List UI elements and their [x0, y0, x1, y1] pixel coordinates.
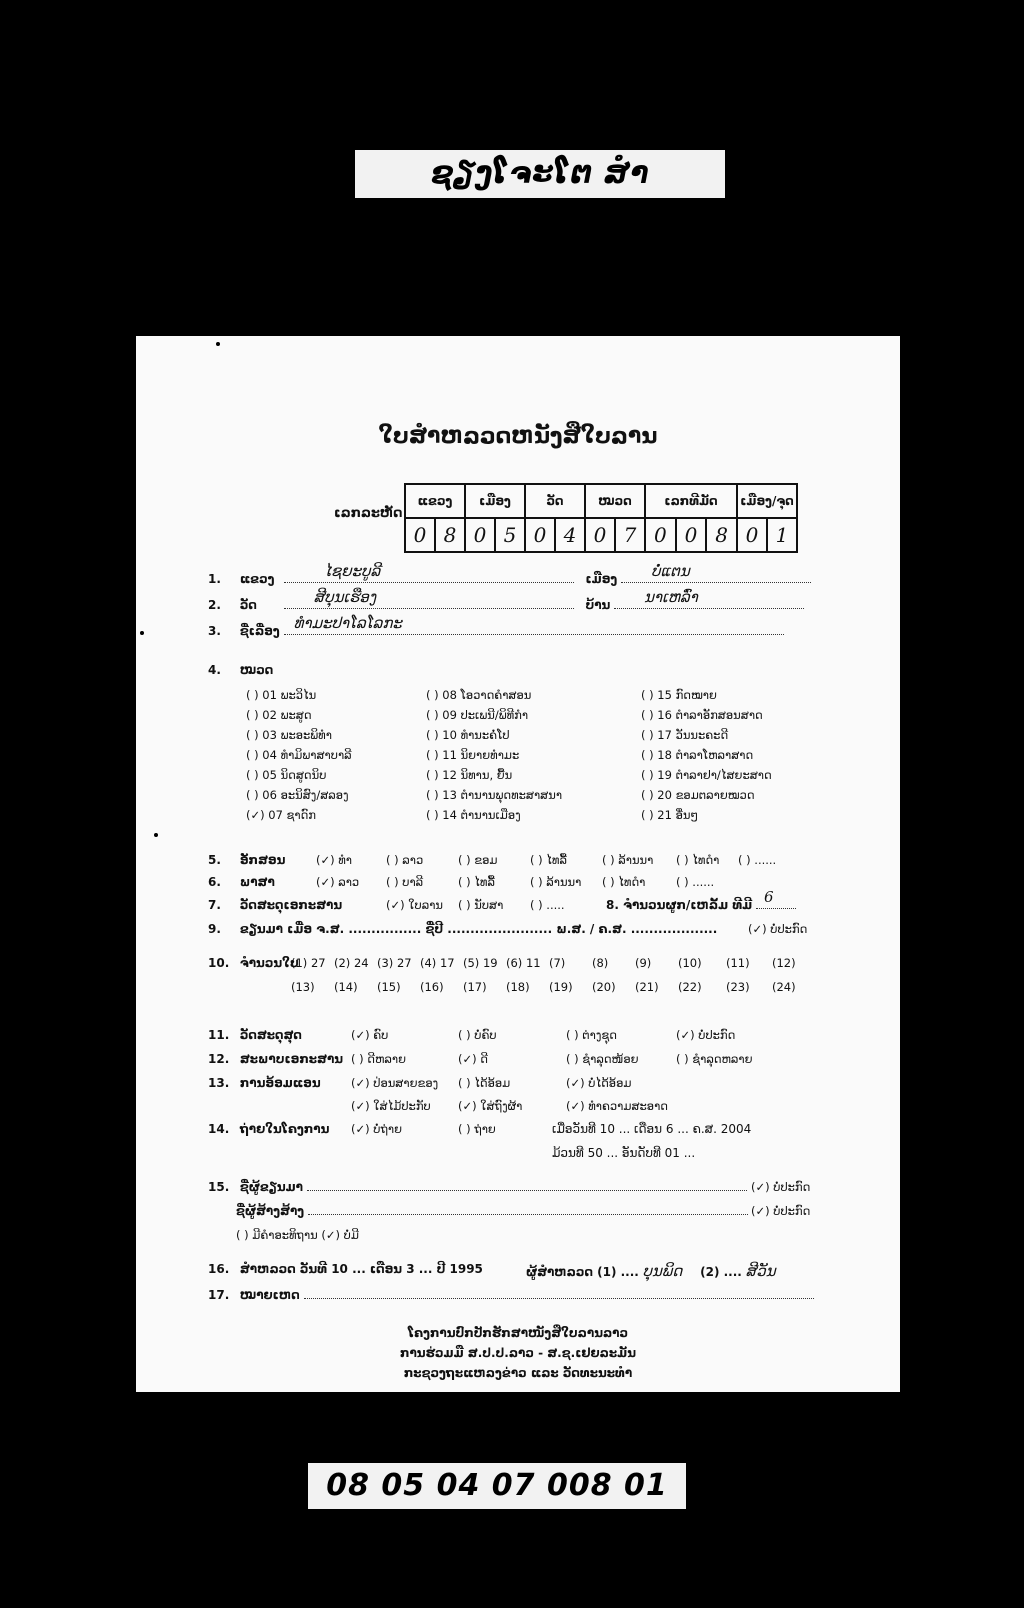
- leaf-count-cell: (7): [549, 956, 566, 970]
- district-label: ເມືອງ: [585, 572, 618, 586]
- field-number: 11.: [208, 1028, 230, 1042]
- footer-strip: 08 05 04 07 008 01: [308, 1463, 686, 1509]
- completeness-option[interactable]: ( ) ບໍ່ຄົບ: [458, 1028, 497, 1042]
- remarks-row: [208, 1288, 814, 1302]
- district-value: ບໍ່ແຕນ: [651, 562, 690, 580]
- field-number: 15.: [208, 1180, 230, 1194]
- code-digit: 0: [465, 518, 495, 552]
- category-option[interactable]: ( ) 11 ນິຍາຍທໍາມະ: [426, 748, 520, 762]
- microfilm-option[interactable]: ( ) ຖ່າຍ: [458, 1122, 496, 1136]
- category-option[interactable]: ( ) 08 ໂອວາດຄໍາສອນ: [426, 688, 532, 702]
- province-label: ແຂວງ: [239, 572, 275, 586]
- condition-heading: [208, 1052, 343, 1066]
- script-option[interactable]: ( ) ໄທດໍາ: [676, 853, 720, 867]
- preservation-option[interactable]: (✓) ໃສ່ຖົງຜ້າ: [458, 1099, 523, 1113]
- code-digit: 4: [555, 518, 585, 552]
- language-option[interactable]: ( ) ໄທດໍາ: [602, 875, 646, 889]
- category-option[interactable]: ( ) 03 ພະອະພິທໍາ: [246, 728, 332, 742]
- code-header: ເມືອງ: [465, 484, 525, 518]
- field-province-row: [208, 562, 811, 586]
- code-digit: 0: [645, 518, 676, 552]
- category-option[interactable]: ( ) 14 ຕໍານານເມືອງ: [426, 808, 521, 822]
- field-title-row: [208, 614, 784, 638]
- material-option[interactable]: (✓) ໃບລານ: [386, 898, 443, 912]
- survey-date-label: ສໍາຫລວດ ວັນທີ 10 ... ເດືອນ 3 ... ປີ 1995: [239, 1262, 483, 1276]
- completeness-label: ວັດສະດຸສຸດ: [239, 1028, 302, 1042]
- field-number: 14.: [208, 1122, 230, 1136]
- preservation-heading: [208, 1076, 321, 1090]
- microfilm-option[interactable]: (✓) ບໍ່ຖ່າຍ: [351, 1122, 402, 1136]
- language-option[interactable]: (✓) ລາວ: [316, 875, 360, 889]
- preservation-option[interactable]: (✓) ທໍາຄວາມສະອາດ: [566, 1099, 668, 1113]
- leaf-count-cell: (18): [506, 980, 530, 994]
- material-label: ວັດສະດຸເອກະສານ: [239, 898, 343, 912]
- scribe-row: [208, 1180, 747, 1194]
- leaf-count-cell: (21): [635, 980, 659, 994]
- category-option[interactable]: ( ) 16 ຕໍາລາອັກສອນສາດ: [641, 708, 763, 722]
- temple-value: ສີບຸນເຮືອງ: [313, 588, 377, 606]
- leaf-count-cell: (11): [726, 956, 750, 970]
- code-digit: 7: [615, 518, 645, 552]
- leaf-count-cell: (22): [678, 980, 702, 994]
- leaf-count-cell: (23): [726, 980, 750, 994]
- sponsor-label: ຊື່ຜູ້ສ້າງສ້າງ: [236, 1204, 305, 1218]
- field-number: 17.: [208, 1288, 230, 1302]
- category-option[interactable]: ( ) 06 ອະນິສົງ/ສລອງ: [246, 788, 349, 802]
- survey-date-row: [208, 1262, 483, 1276]
- microfilm-label: ຖ່າຍໃນໂຄງການ: [239, 1122, 330, 1136]
- field-temple-row: [208, 588, 804, 612]
- leaf-count-cell: (9): [635, 956, 652, 970]
- completeness-option[interactable]: (✓) ບໍ່ປະກົດ: [676, 1028, 736, 1042]
- speck: [140, 631, 144, 635]
- category-heading: [208, 663, 273, 677]
- category-option[interactable]: ( ) 09 ປະເພນີ/ພິທີກໍາ: [426, 708, 529, 722]
- surveyor-label: ຜູ້ສໍາຫລວດ (1) ....: [526, 1265, 639, 1279]
- leaf-count-cell: (1) 27: [291, 956, 326, 970]
- language-option[interactable]: ( ) ໄທລື້: [458, 875, 495, 889]
- leaf-count-cell: (5) 19: [463, 956, 498, 970]
- language-option[interactable]: ( ) ......: [676, 875, 715, 889]
- footer-line: ໂຄງການປົກປັກຮັກສາໜັງສືໃບລານລາວ: [407, 1326, 629, 1340]
- leaf-count-cell: (13): [291, 980, 315, 994]
- surveyor-2: ສີວັນ: [745, 1262, 776, 1280]
- script-label: ອັກສອນ: [239, 853, 286, 867]
- field-number: 10.: [208, 956, 230, 970]
- village-value: ນາເຫລົ່າ: [644, 588, 698, 606]
- code-header: ວັດ: [525, 484, 585, 518]
- category-option[interactable]: ( ) 04 ທໍາມິພາສາບາລີ: [246, 748, 352, 762]
- completeness-option[interactable]: (✓) ຄົບ: [351, 1028, 389, 1042]
- manuscript-title-value: ທໍາມະປາໂລໂລກະ: [293, 614, 402, 632]
- code-digit: 5: [495, 518, 525, 552]
- script-option[interactable]: ( ) ລ້ານນາ: [602, 853, 654, 867]
- category-option[interactable]: (✓) 07 ຊາດົກ: [246, 808, 317, 822]
- code-digit: 0: [676, 518, 707, 552]
- surveyor-row: [526, 1262, 776, 1280]
- language-heading: [208, 875, 275, 889]
- field-number: 4.: [208, 663, 221, 677]
- leaf-count-heading: [208, 956, 299, 970]
- leaf-count-cell: (10): [678, 956, 702, 970]
- speck: [216, 342, 220, 346]
- script-option[interactable]: ( ) ......: [738, 853, 777, 867]
- preservation-option[interactable]: ( ) ໄດ້ອ້ອມ: [458, 1076, 511, 1090]
- code-digit: 0: [585, 518, 615, 552]
- leaf-count-cell: (14): [334, 980, 358, 994]
- category-option[interactable]: ( ) 21 ອື່ນໆ: [641, 808, 699, 822]
- code-table: [404, 483, 798, 553]
- code-digit: 0: [525, 518, 555, 552]
- leaf-count-cell: (4) 17: [420, 956, 455, 970]
- sponsor-unknown[interactable]: (✓) ບໍ່ປະກົດ: [751, 1204, 811, 1218]
- completeness-heading: [208, 1028, 302, 1042]
- survey-form-sheet: [136, 336, 900, 1392]
- bundle-count-row: [606, 888, 796, 912]
- remarks-label: ໝາຍເຫດ: [239, 1288, 300, 1302]
- leaf-count-cell: (3) 27: [377, 956, 412, 970]
- code-label: ເລກລະຫັດ: [334, 506, 403, 521]
- condition-option[interactable]: ( ) ຊໍາລຸດໜ້ອຍ: [566, 1052, 639, 1066]
- sponsor-row: [236, 1204, 748, 1218]
- surveyor-1: ບຸນພິດ: [642, 1262, 683, 1280]
- field-number: 6.: [208, 875, 221, 889]
- scribe-unknown[interactable]: (✓) ບໍ່ປະກົດ: [751, 1180, 811, 1194]
- category-option[interactable]: ( ) 15 ກົດໝາຍ: [641, 688, 717, 702]
- material-option[interactable]: ( ) .....: [530, 898, 565, 912]
- field-number: 16.: [208, 1262, 230, 1276]
- leaf-count-cell: (12): [772, 956, 796, 970]
- category-option[interactable]: ( ) 20 ຂອມຕລາຍໝວດ: [641, 788, 755, 802]
- leaf-count-cell: (2) 24: [334, 956, 369, 970]
- script-option[interactable]: ( ) ໄທລື້: [530, 853, 567, 867]
- leaf-count-label: ຈໍານວນໃບ: [239, 956, 299, 970]
- microfilm-heading: [208, 1122, 329, 1136]
- code-header: ໝວດ: [585, 484, 645, 518]
- code-header: ເລກທີມັດ: [645, 484, 737, 518]
- leaf-count-cell: (15): [377, 980, 401, 994]
- preservation-option[interactable]: (✓) ປ່ອນສາຍຂອງ: [351, 1076, 439, 1090]
- category-option[interactable]: ( ) 18 ຕໍາລາໂຫລາສາດ: [641, 748, 754, 762]
- preservation-label: ການອ້ອມແອນ: [239, 1076, 321, 1090]
- temple-label: ວັດ: [239, 598, 257, 612]
- leaf-count-cell: (20): [592, 980, 616, 994]
- category-option[interactable]: ( ) 19 ຕໍາລາຢາ/ໄສຍະສາດ: [641, 768, 772, 782]
- condition-option[interactable]: ( ) ດີຫລາຍ: [351, 1052, 406, 1066]
- script-option[interactable]: ( ) ລາວ: [386, 853, 424, 867]
- form-title: ໃບສໍາຫລວດຫນັງສືໃບລານ: [378, 424, 658, 449]
- condition-label: ສະພາບເອກະສານ: [239, 1052, 344, 1066]
- province-value: ໄຊຍະບູລີ: [323, 562, 381, 580]
- scribe-label: ຊື່ຜູ້ຂຽນມາ: [239, 1180, 303, 1194]
- field-number: 5.: [208, 853, 221, 867]
- manuscript-title-label: ຊື່ເລື່ອງ: [239, 624, 280, 638]
- code-digit: 0: [737, 518, 767, 552]
- header-strip: ຊຽງໂຈະໂຕ ສໍາ: [355, 150, 725, 198]
- condition-option[interactable]: ( ) ຊໍາລຸດຫລາຍ: [676, 1052, 753, 1066]
- leaf-count-cell: (16): [420, 980, 444, 994]
- code-digit: 0: [405, 518, 435, 552]
- field-number: 2.: [208, 598, 221, 612]
- language-label: ພາສາ: [239, 875, 275, 889]
- category-option[interactable]: ( ) 01 ພະວິໄນ: [246, 688, 317, 702]
- category-option[interactable]: ( ) 13 ຕໍານານພຸດທະສາສນາ: [426, 788, 563, 802]
- category-option[interactable]: ( ) 12 ນິທານ, ຍື້ນ: [426, 768, 513, 782]
- preservation-option[interactable]: (✓) ບໍ່ໄດ້ອ້ອມ: [566, 1076, 632, 1090]
- field-number: 7.: [208, 898, 221, 912]
- field-number: 3.: [208, 624, 221, 638]
- microfilm-roll: ມ້ວນທີ 50 ... ອັນດັບທີ 01 ...: [552, 1146, 696, 1160]
- code-header: ແຂວງ: [405, 484, 465, 518]
- speck: [154, 833, 158, 837]
- category-option[interactable]: ( ) 05 ນິດສູດນິບ: [246, 768, 327, 782]
- category-option[interactable]: ( ) 17 ວັນນະຄະດີ: [641, 728, 729, 742]
- footer-line: ການຮ່ວມມື ສ.ປ.ປ.ລາວ - ສ.ຊ.ເຢຍລະມັນ: [400, 1346, 636, 1360]
- written-date-unknown[interactable]: (✓) ບໍ່ປະກົດ: [748, 922, 808, 936]
- bundle-count-label: 8. ຈໍານວນຜູກ/ເຫລັ້ມ ທີມີ: [606, 898, 753, 912]
- field-number: 13.: [208, 1076, 230, 1090]
- microfilm-date: ເມື່ອວັນທີ 10 ... ເດືອນ 6 ... ຄ.ສ. 2004: [552, 1122, 752, 1136]
- written-date-label: ຂຽນມາ ເມື່ອ ຈ.ສ. ................ ຊື່ປີ ....................... ພ.ສ. / ຄ.ສ. ...................: [239, 922, 718, 936]
- field-number: 12.: [208, 1052, 230, 1066]
- code-header: ເມືອງ/ຈຸດ: [737, 484, 797, 518]
- code-digit: 8: [435, 518, 465, 552]
- category-option[interactable]: ( ) 02 ພະສູດ: [246, 708, 312, 722]
- script-option[interactable]: (✓) ທໍາ: [316, 853, 352, 867]
- code-digit: 8: [706, 518, 737, 552]
- language-option[interactable]: ( ) ລ້ານນາ: [530, 875, 582, 889]
- bundle-count-value: 6: [764, 888, 774, 906]
- completeness-option[interactable]: ( ) ຕ່າງຊຸດ: [566, 1028, 617, 1042]
- leaf-count-cell: (6) 11: [506, 956, 541, 970]
- preservation-option[interactable]: (✓) ໃສ່ໄມ້ປະກັບ: [351, 1099, 431, 1113]
- category-option[interactable]: ( ) 10 ທໍານະຄໍ່ໂປ: [426, 728, 510, 742]
- category-label: ໝວດ: [239, 663, 274, 677]
- material-option[interactable]: ( ) ນັບສາ: [458, 898, 504, 912]
- language-option[interactable]: ( ) ບາລີ: [386, 875, 424, 889]
- script-option[interactable]: ( ) ຂອມ: [458, 853, 498, 867]
- field-number: 1.: [208, 572, 221, 586]
- leaf-count-cell: (24): [772, 980, 796, 994]
- script-heading: [208, 853, 285, 867]
- leaf-count-cell: (8): [592, 956, 609, 970]
- surveyor-2-label: (2) ....: [700, 1265, 742, 1279]
- written-date-row: [208, 922, 717, 936]
- field-number: 9.: [208, 922, 221, 936]
- code-digit: 1: [767, 518, 797, 552]
- dedication-note[interactable]: ( ) ມີຄໍາອະທິຖານ (✓) ບໍ່ມີ: [236, 1228, 359, 1242]
- village-label: ບ້ານ: [585, 598, 611, 612]
- leaf-count-cell: (17): [463, 980, 487, 994]
- leaf-count-cell: (19): [549, 980, 573, 994]
- material-heading: [208, 898, 342, 912]
- condition-option[interactable]: (✓) ດີ: [458, 1052, 488, 1066]
- footer-line: ກະຊວງຖະແຫລງຂ່າວ ແລະ ວັດທະນະທໍາ: [403, 1366, 633, 1380]
